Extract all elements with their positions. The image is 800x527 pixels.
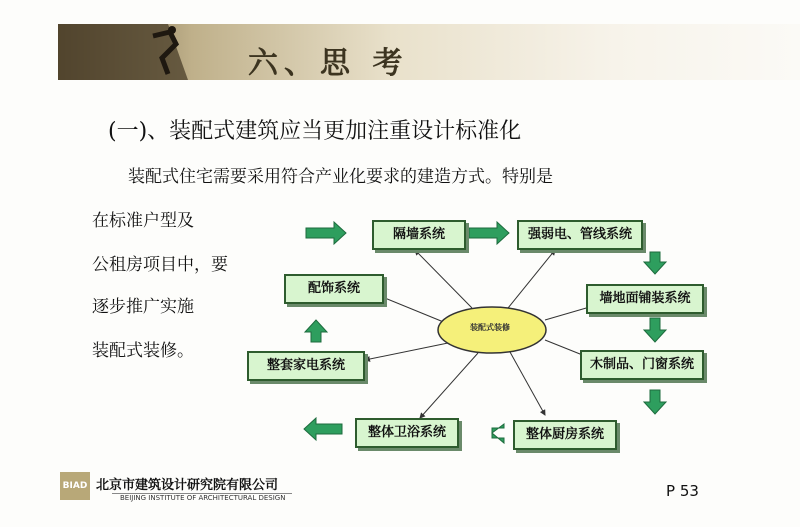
section-title: 六、思 考 <box>248 46 409 81</box>
company-logo: BIAD <box>60 472 90 500</box>
partition-system-box: 隔墙系统 <box>372 220 466 250</box>
org-name-en: BEIJING INSTITUTE OF ARCHITECTURAL DESIGN <box>120 494 286 502</box>
side-text-line: 逐步推广实施 <box>92 297 194 317</box>
subsection-heading: (一)、装配式建筑应当更加注重设计标准化 <box>108 119 522 144</box>
electrical-system-box: 强弱电、管线系统 <box>517 220 643 250</box>
side-text-line: 装配式装修。 <box>92 341 194 361</box>
hub-label: 装配式装修 <box>470 323 510 332</box>
intro-text: 装配式住宅需要采用符合产业化要求的建造方式。特别是 <box>128 167 553 187</box>
side-text-line: 公租房项目中，要 <box>92 255 228 275</box>
wall-floor-system-box: 墙地面铺装系统 <box>586 284 704 314</box>
side-text-line: 在标准户型及 <box>92 211 194 231</box>
org-name-cn: 北京市建筑设计研究院有限公司 <box>96 478 279 493</box>
bathroom-system-box: 整体卫浴系统 <box>355 418 459 448</box>
appliance-system-box: 整套家电系统 <box>247 351 365 381</box>
wood-door-window-system-box: 木制品、门窗系统 <box>580 350 704 380</box>
decor-system-box: 配饰系统 <box>284 274 384 304</box>
page-number: P 53 <box>666 482 699 500</box>
kitchen-system-box: 整体厨房系统 <box>513 420 617 450</box>
